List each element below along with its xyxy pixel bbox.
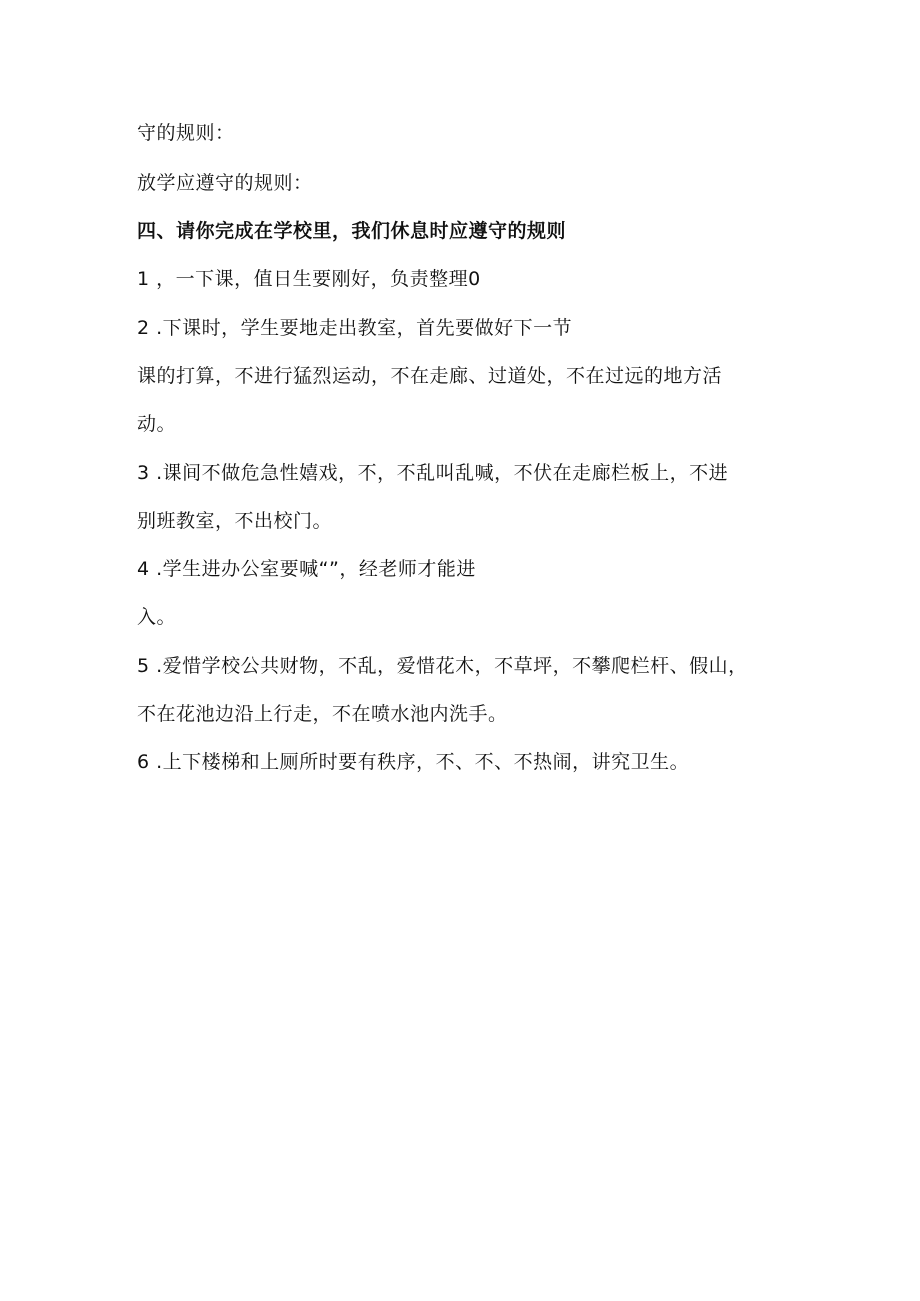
rule-item-5: 5 .爱惜学校公共财物，不乱，爱惜花木，不草坪，不攀爬栏杆、假山， xyxy=(137,655,748,677)
rule-item-6: 6 .上下楼梯和上厕所时要有秩序，不、不、不热闹，讲究卫生。 xyxy=(137,751,690,773)
rule-item-4: 4 .学生进办公室要喊“”，经老师才能进 xyxy=(137,558,476,580)
section-heading-four: 四、请你完成在学校里，我们休息时应遵守的规则 xyxy=(137,220,567,242)
rule-item-3: 3 .课间不做危急性嬉戏，不，不乱叫乱喊，不伏在走廊栏板上，不进 xyxy=(137,462,729,484)
text-line-rules-continuation: 守的规则： xyxy=(137,122,235,144)
rule-item-2-end: 动。 xyxy=(137,413,177,435)
rule-item-2-continued: 课的打算，不进行猛烈运动，不在走廊、过道处，不在过远的地方活 xyxy=(137,365,723,387)
rule-item-2: 2 .下课时，学生要地走出教室，首先要做好下一节 xyxy=(137,317,573,339)
text-line-after-school-rules: 放学应遵守的规则： xyxy=(137,172,313,194)
rule-item-4-continued: 入。 xyxy=(137,606,177,628)
rule-item-1: 1 ，一下课，值日生要刚好，负责整理0 xyxy=(137,268,481,290)
rule-item-3-continued: 别班教室，不出校门。 xyxy=(137,510,333,532)
rule-item-5-continued: 不在花池边沿上行走，不在喷水池内洗手。 xyxy=(137,703,508,725)
